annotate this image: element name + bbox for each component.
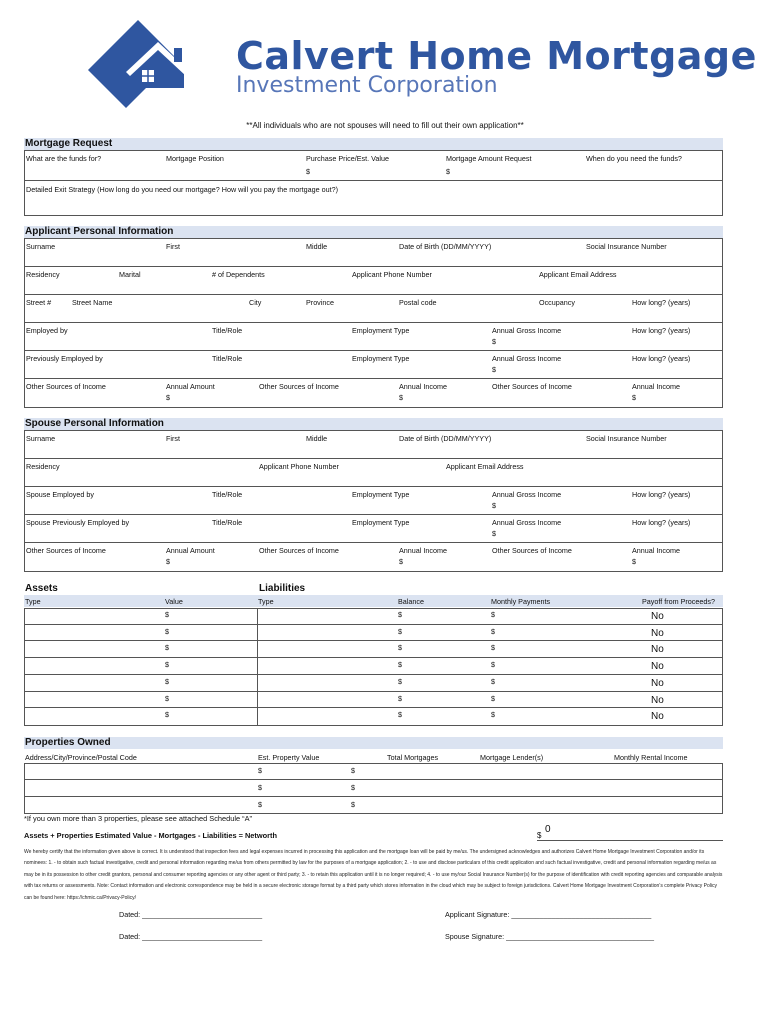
asset-liability-row[interactable] <box>24 675 723 692</box>
applicant-dated[interactable]: Dated: ______________________________ <box>119 910 263 919</box>
spouse-other-income-row[interactable] <box>25 543 722 573</box>
annual-amount-label: Annual Amount <box>166 546 215 555</box>
title-role-label: Title/Role <box>212 518 243 527</box>
schedule-note: *If you own more than 3 properties, please see attached Schedule “A” <box>24 814 253 823</box>
how-long-label: How long? (years) <box>632 326 691 335</box>
company-logo <box>86 18 757 110</box>
how-long-label: How long? (years) <box>632 518 691 527</box>
position-label: Mortgage Position <box>166 154 224 163</box>
dollar-sign: $ <box>166 393 170 402</box>
middle-label: Middle <box>306 242 328 251</box>
how-long-label: How long? (years) <box>632 298 691 307</box>
applicant-residency-row[interactable] <box>25 267 722 295</box>
surname-label: Surname <box>26 434 56 443</box>
address-label: Address/City/Province/Postal Code <box>25 753 137 762</box>
asset-value-dollar: $ <box>165 710 169 720</box>
employment-type-label: Employment Type <box>352 518 410 527</box>
liab-balance-label: Balance <box>398 597 424 606</box>
asset-value-dollar: $ <box>165 693 169 703</box>
annual-income-label: Annual Income <box>632 382 680 391</box>
marital-label: Marital <box>119 270 141 279</box>
dollar-sign: $ <box>632 557 636 566</box>
total-mortgage-dollar: $ <box>351 783 355 792</box>
employment-type-label: Employment Type <box>352 490 410 499</box>
asset-liability-row[interactable] <box>24 692 723 709</box>
street-number-label: Street # <box>26 298 52 307</box>
spouse-header: Spouse Personal Information <box>24 418 723 430</box>
asset-liability-row[interactable] <box>24 708 723 725</box>
other-sources-label: Other Sources of Income <box>259 382 339 391</box>
prev-employed-label: Previously Employed by <box>26 354 103 363</box>
spouse-signature[interactable]: Spouse Signature: _____________________________________ <box>445 932 655 941</box>
liability-monthly-dollar: $ <box>491 693 495 703</box>
exit-strategy-row[interactable] <box>25 181 722 217</box>
phone-label: Applicant Phone Number <box>259 462 339 471</box>
liability-monthly-dollar: $ <box>491 610 495 619</box>
applicant-address-row[interactable] <box>25 295 722 323</box>
liability-monthly-dollar: $ <box>491 710 495 720</box>
annual-gross-label: Annual Gross Income <box>492 518 562 527</box>
dollar-sign: $ <box>492 529 496 538</box>
brand-subtitle: Investment Corporation <box>236 73 498 98</box>
sin-label: Social Insurance Number <box>586 242 667 251</box>
liability-balance-dollar: $ <box>398 643 402 653</box>
title-role-label: Title/Role <box>212 490 243 499</box>
dollar-sign: $ <box>492 337 496 346</box>
spouse-name-row[interactable] <box>25 431 722 459</box>
purchase-price-label: Purchase Price/Est. Value <box>306 154 389 163</box>
middle-label: Middle <box>306 434 328 443</box>
other-sources-label: Other Sources of Income <box>26 546 106 555</box>
liability-balance-dollar: $ <box>398 660 402 670</box>
house-logo-icon <box>86 18 236 110</box>
spouse-note: **All individuals who are not spouses will need to fill out their own application** <box>246 121 524 130</box>
property-row[interactable] <box>24 780 723 797</box>
payoff-select[interactable]: No <box>651 677 664 689</box>
how-long-label: How long? (years) <box>632 354 691 363</box>
employed-by-label: Spouse Employed by <box>26 490 94 499</box>
total-mortgage-dollar: $ <box>351 800 355 809</box>
dollar-sign: $ <box>537 831 542 840</box>
asset-liability-row[interactable] <box>24 608 723 625</box>
annual-income-label: Annual Income <box>399 546 447 555</box>
spouse-box <box>24 430 723 572</box>
liability-monthly-dollar: $ <box>491 660 495 670</box>
liability-balance-dollar: $ <box>398 693 402 703</box>
assets-liabilities-table <box>24 608 723 726</box>
payoff-select[interactable]: No <box>651 644 664 656</box>
spouse-residency-row[interactable] <box>25 459 722 487</box>
payoff-select[interactable]: No <box>651 611 664 622</box>
applicant-employment-row[interactable] <box>25 323 722 351</box>
other-sources-label: Other Sources of Income <box>259 546 339 555</box>
dollar-sign: $ <box>492 365 496 374</box>
other-sources-label: Other Sources of Income <box>492 382 572 391</box>
dollar-sign: $ <box>632 393 636 402</box>
asset-value-dollar: $ <box>165 660 169 670</box>
exit-strategy-label: Detailed Exit Strategy (How long do you need our mortgage? How will you pay the mortgage out?) <box>26 185 339 194</box>
liability-balance-dollar: $ <box>398 626 402 636</box>
liabilities-header: Liabilities <box>259 583 306 594</box>
dollar-sign: $ <box>399 557 403 566</box>
dollar-sign: $ <box>166 557 170 566</box>
first-label: First <box>166 434 180 443</box>
applicant-name-row[interactable] <box>25 239 722 267</box>
annual-income-label: Annual Income <box>632 546 680 555</box>
province-label: Province <box>306 298 334 307</box>
applicant-prev-employment-row[interactable] <box>25 351 722 379</box>
lenders-label: Mortgage Lender(s) <box>480 753 544 762</box>
annual-gross-label: Annual Gross Income <box>492 490 562 499</box>
brand-name: Calvert Home Mortgage <box>236 34 757 78</box>
applicant-header: Applicant Personal Information <box>24 226 723 238</box>
mortgage-request-box <box>24 150 723 216</box>
request-row[interactable] <box>25 151 722 181</box>
properties-column-header <box>24 751 723 763</box>
liability-balance-dollar: $ <box>398 676 402 686</box>
spouse-employment-row[interactable] <box>25 487 722 515</box>
dollar-sign: $ <box>446 167 450 176</box>
asset-value-dollar: $ <box>165 610 169 619</box>
liability-balance-dollar: $ <box>398 710 402 720</box>
other-sources-label: Other Sources of Income <box>26 382 106 391</box>
employment-type-label: Employment Type <box>352 326 410 335</box>
liability-monthly-dollar: $ <box>491 676 495 686</box>
asset-value-dollar: $ <box>165 626 169 636</box>
dob-label: Date of Birth (DD/MM/YYYY) <box>399 434 492 443</box>
property-row[interactable] <box>24 763 723 780</box>
asset-value-dollar: $ <box>165 643 169 653</box>
asset-liability-row[interactable] <box>24 625 723 642</box>
payoff-select[interactable]: No <box>651 711 664 723</box>
postal-label: Postal code <box>399 298 437 307</box>
property-row[interactable] <box>24 797 723 814</box>
liab-type-label: Type <box>258 597 274 606</box>
how-long-label: How long? (years) <box>632 490 691 499</box>
dependents-label: # of Dependents <box>212 270 265 279</box>
email-label: Applicant Email Address <box>446 462 524 471</box>
asset-liability-row[interactable] <box>24 658 723 675</box>
applicant-other-income-row[interactable] <box>25 379 722 409</box>
residency-label: Residency <box>26 462 60 471</box>
first-label: First <box>166 242 180 251</box>
phone-label: Applicant Phone Number <box>352 270 432 279</box>
sin-label: Social Insurance Number <box>586 434 667 443</box>
dollar-sign: $ <box>399 393 403 402</box>
liability-balance-dollar: $ <box>398 610 402 619</box>
employed-by-label: Employed by <box>26 326 68 335</box>
funds-for-label: What are the funds for? <box>26 154 102 163</box>
annual-gross-label: Annual Gross Income <box>492 326 562 335</box>
assets-header: Assets <box>25 583 58 594</box>
assets-column-header <box>24 595 723 607</box>
total-mortgages-label: Total Mortgages <box>387 753 439 762</box>
est-value-label: Est. Property Value <box>258 753 320 762</box>
annual-amount-label: Annual Amount <box>166 382 215 391</box>
other-sources-label: Other Sources of Income <box>492 546 572 555</box>
liab-payoff-label: Payoff from Proceeds? <box>642 597 715 606</box>
amount-label: Mortgage Amount Request <box>446 154 532 163</box>
mortgage-request-header: Mortgage Request <box>24 138 723 150</box>
when-label: When do you need the funds? <box>586 154 682 163</box>
annual-gross-label: Annual Gross Income <box>492 354 562 363</box>
applicant-box <box>24 238 723 408</box>
asset-value-dollar: $ <box>165 676 169 686</box>
dollar-sign: $ <box>306 167 310 176</box>
liability-monthly-dollar: $ <box>491 626 495 636</box>
spouse-dated[interactable]: Dated: ______________________________ <box>119 932 263 941</box>
occupancy-label: Occupancy <box>539 298 575 307</box>
properties-table <box>24 763 723 815</box>
est-value-dollar: $ <box>258 800 262 809</box>
applicant-signature[interactable]: Applicant Signature: ___________________________________ <box>445 910 652 919</box>
title-role-label: Title/Role <box>212 326 243 335</box>
employment-type-label: Employment Type <box>352 354 410 363</box>
residency-label: Residency <box>26 270 60 279</box>
networth-field[interactable] <box>537 824 723 841</box>
networth-value: 0 <box>545 824 551 835</box>
liability-monthly-dollar: $ <box>491 643 495 653</box>
dob-label: Date of Birth (DD/MM/YYYY) <box>399 242 492 251</box>
title-role-label: Title/Role <box>212 354 243 363</box>
payoff-select[interactable]: No <box>651 627 664 639</box>
annual-income-label: Annual Income <box>399 382 447 391</box>
est-value-dollar: $ <box>258 766 262 775</box>
street-name-label: Street Name <box>72 298 113 307</box>
payoff-select[interactable]: No <box>651 661 664 673</box>
assets-value-label: Value <box>165 597 183 606</box>
legal-disclaimer: We hereby certify that the information given above is correct. It is understood that inspection fees and legal expenses incurred in processing this application and the mortgage loan will be paid by me/us. The undersigned acknowledges and authorizes Calvert Home Mortgage Investment Corporation and/or its nominees: 1. - to obtain such factual investigative, credit and personal information regarding me/us from others permitted by law for the purposes of a mortgage application; 2. - to use and disclose particulars of this credit application and such factual investigative, credit and personal information regarding me/us as may be in its possession to other credit grantors, personal and consumer reporting agencies or any other agent or third party; 3. - to retain this application until it is no longer required; 4. - to use my/our Social Insurance Number(s) for the purpose of identification with credit reporting agencies and comparable analysis with tax returns or assessments. Note: Contact information and electronic correspondence may be held in a secure electronic storage format by a third party which stores information in the cloud which may be subject to foreign jurisdictions. Calvert Home Mortgage Investment Corporation’s complete Privacy Policy can be found here: https://chmic.ca/Privacy-Policy/ <box>24 849 723 901</box>
prev-employed-label: Spouse Previously Employed by <box>26 518 130 527</box>
liab-monthly-label: Monthly Payments <box>491 597 551 606</box>
asset-liability-row[interactable] <box>24 641 723 658</box>
rental-income-label: Monthly Rental Income <box>614 753 688 762</box>
email-label: Applicant Email Address <box>539 270 617 279</box>
est-value-dollar: $ <box>258 783 262 792</box>
payoff-select[interactable]: No <box>651 694 664 706</box>
networth-label: Assets + Properties Estimated Value - Mortgages - Liabilities = Networth <box>24 831 277 840</box>
city-label: City <box>249 298 262 307</box>
dollar-sign: $ <box>492 501 496 510</box>
properties-header: Properties Owned <box>24 737 723 749</box>
spouse-prev-employment-row[interactable] <box>25 515 722 543</box>
total-mortgage-dollar: $ <box>351 766 355 775</box>
surname-label: Surname <box>26 242 56 251</box>
assets-type-label: Type <box>25 597 41 606</box>
